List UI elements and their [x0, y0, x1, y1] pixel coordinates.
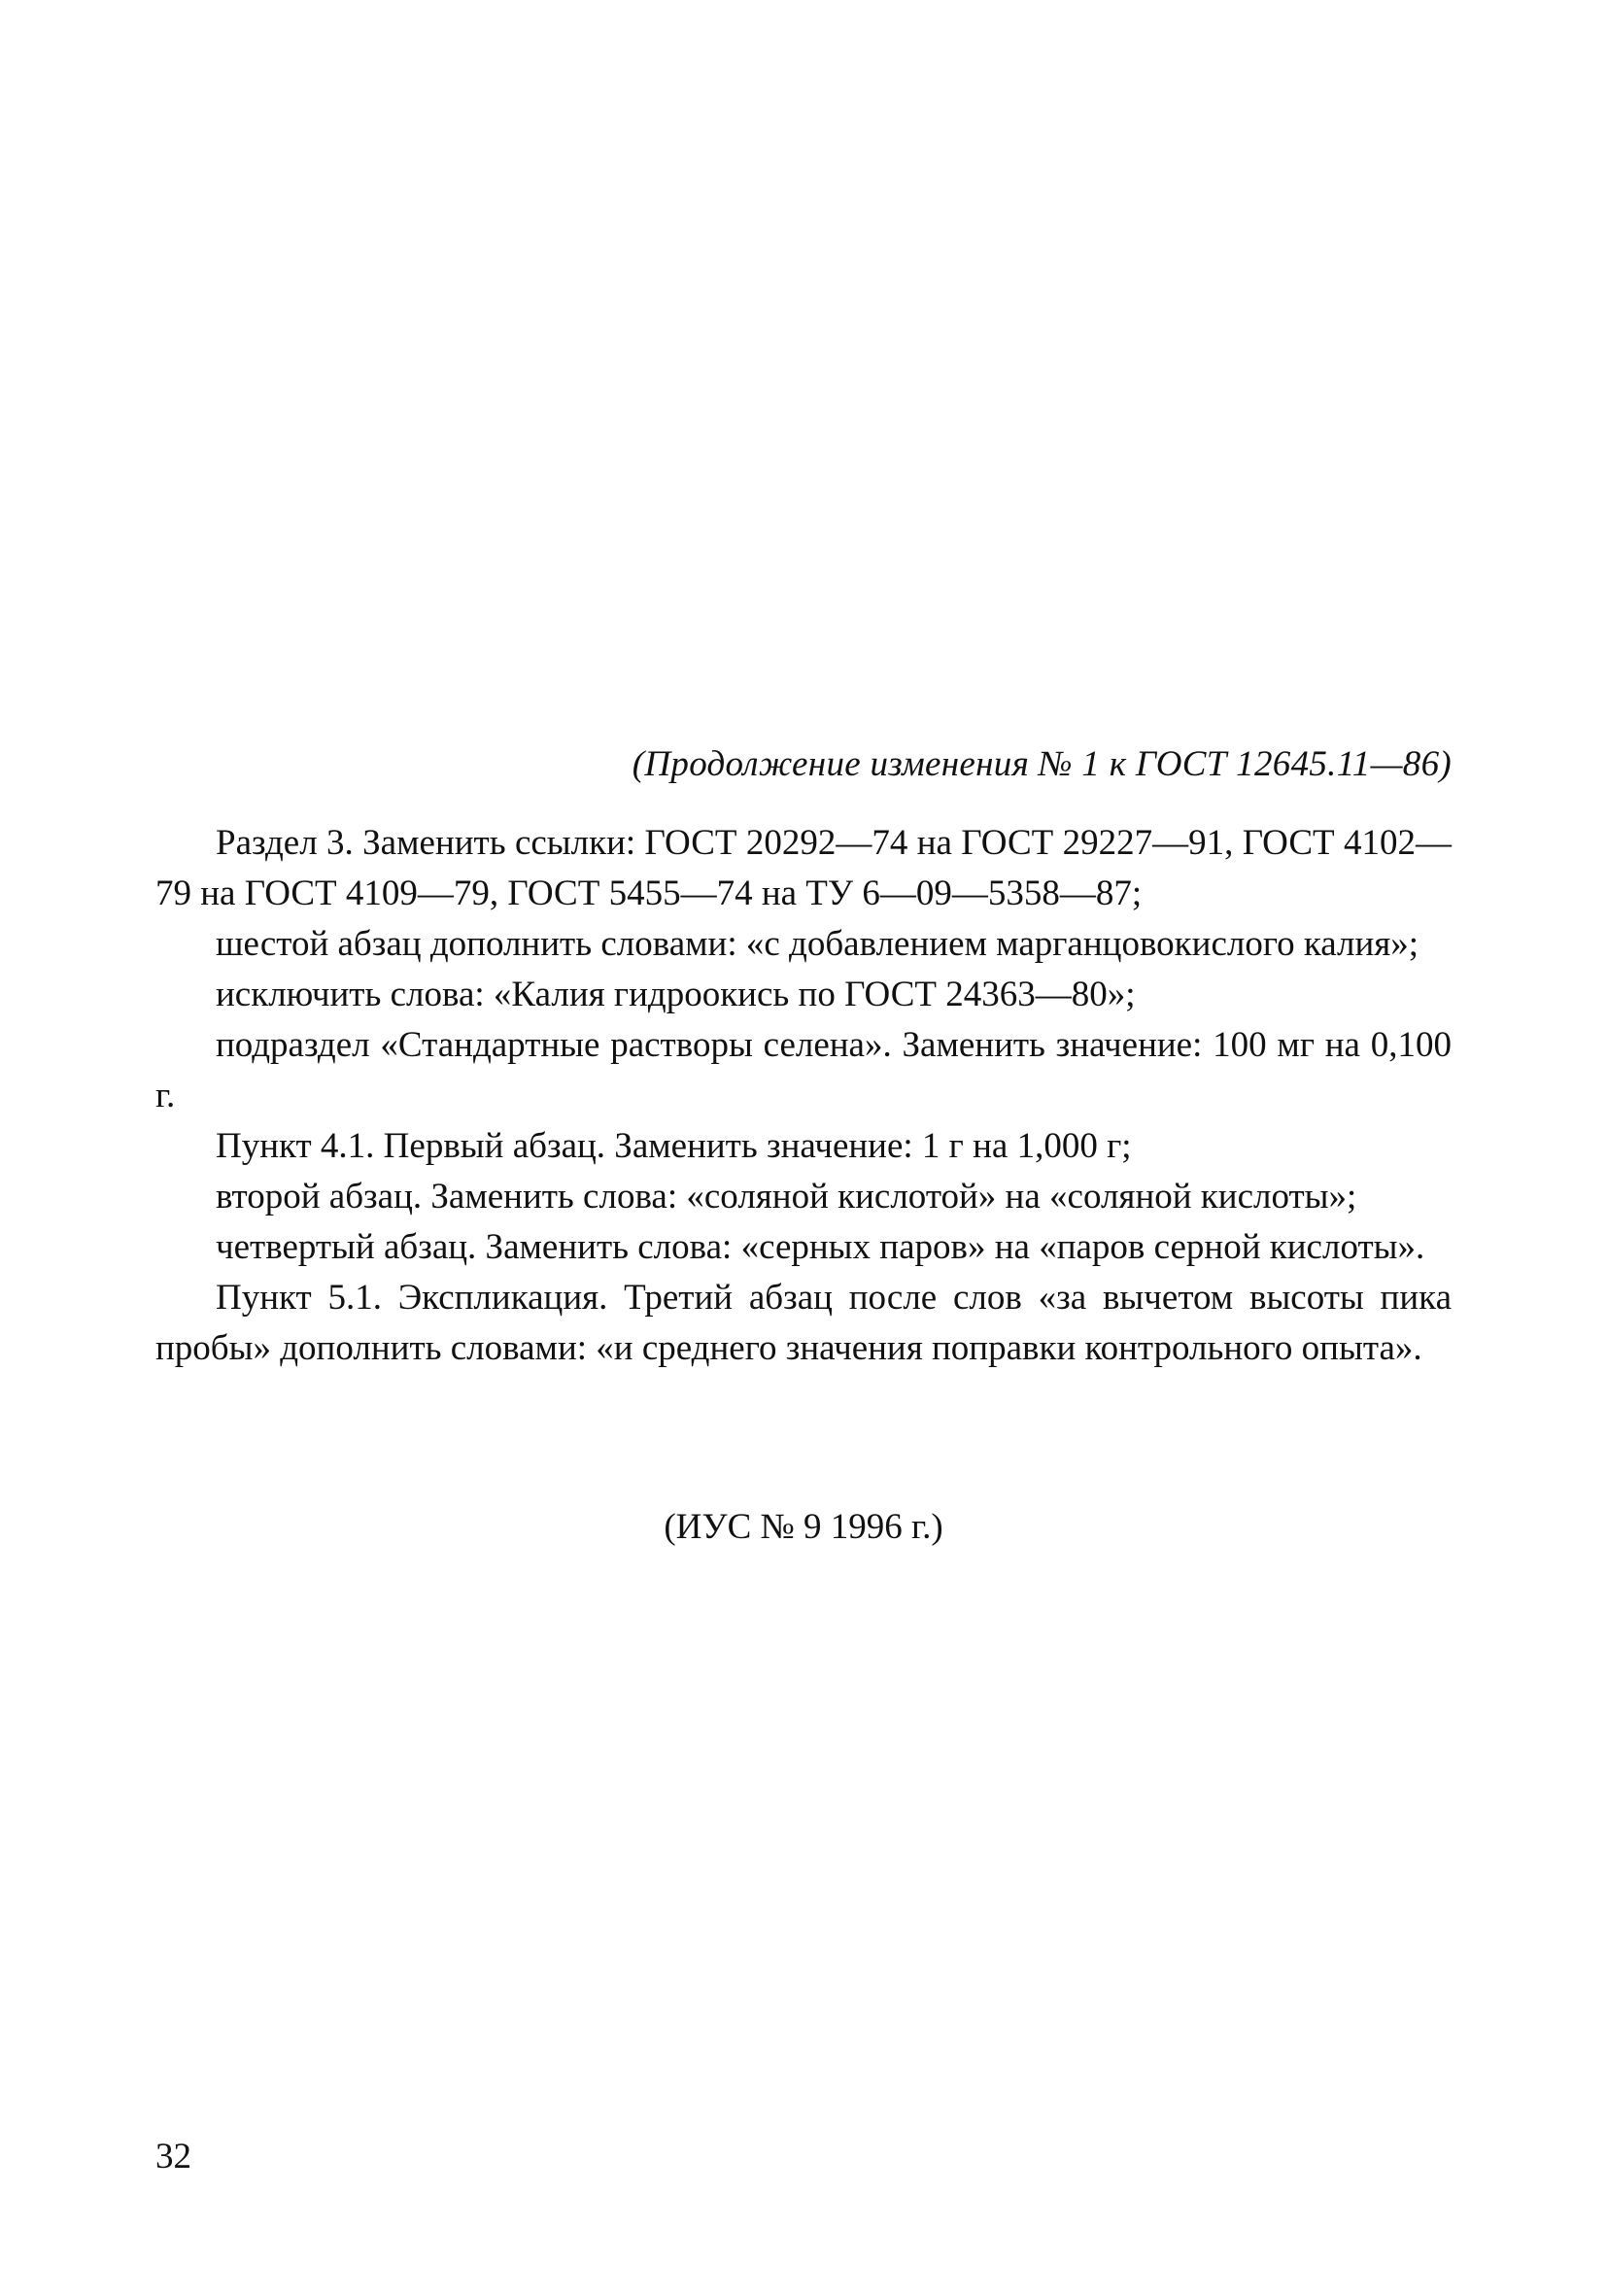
paragraph-fourth-abzac: четвертый абзац. Заменить слова: «серных паров» на «паров серной кислоты». — [216, 1227, 1425, 1267]
paragraph-second-abzac: второй абзац. Заменить слова: «соляной кислотой» на «соляной кислоты»; — [216, 1177, 1357, 1217]
paragraph-item-5-1: Пункт 5.1. Экспликация. Третий абзац после слов «за вычетом высоты пика пробы» дополнить словами: «и среднего значения поправки контрольного опыта». — [155, 1278, 1452, 1368]
paragraph-sixth-abzac: шестой абзац дополнить словами: «с добавлением марганцовокислого калия»; — [216, 924, 1419, 964]
continuation-header: (Продолжение изменения № 1 к ГОСТ 12645.11—86) — [632, 744, 1452, 784]
page-number: 32 — [155, 2137, 191, 2176]
document-body — [155, 818, 1452, 1374]
paragraph-section-3: Раздел 3. Заменить ссылки: ГОСТ 20292—74 на ГОСТ 29227—91, ГОСТ 4102—79 на ГОСТ 4109—79, ГОСТ 5455—74 на ТУ 6—09—5358—87; — [155, 823, 1452, 913]
paragraph-standard-solutions: подраздел «Стандартные растворы селена». Заменить значение: 100 мг на 0,100 г. — [155, 1025, 1452, 1115]
paragraph-item-4-1: Пункт 4.1. Первый абзац. Заменить значение: 1 г на 1,000 г; — [216, 1126, 1132, 1166]
source-note: (ИУС № 9 1996 г.) — [664, 1507, 943, 1547]
paragraph-exclude-words: исключить слова: «Калия гидроокись по ГОСТ 24363—80»; — [216, 975, 1136, 1014]
